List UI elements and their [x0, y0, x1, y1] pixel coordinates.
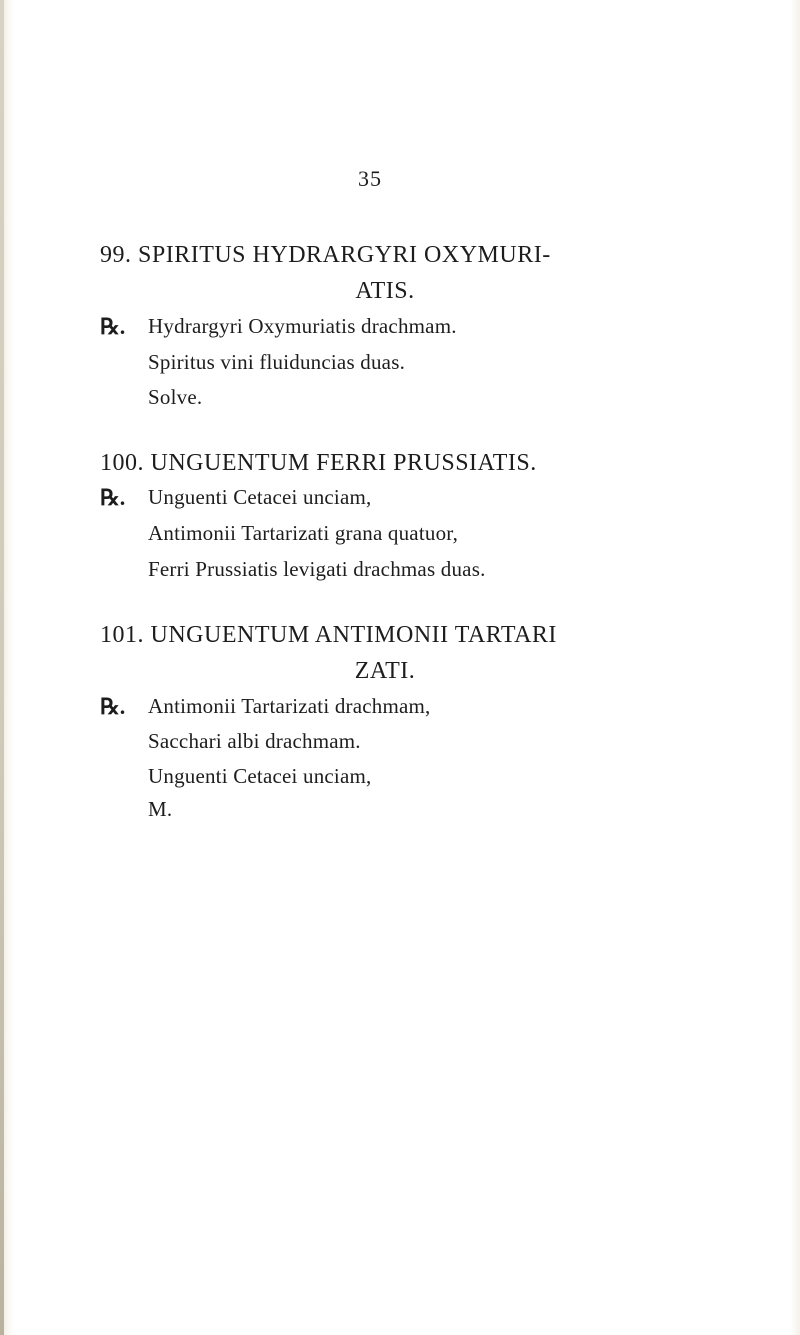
recipe-line: Ferri Prussiatis levigati drachmas duas.	[148, 557, 486, 581]
section-heading-line1: 99. SPIRITUS HYDRARGYRI OXYMURI-	[100, 242, 551, 268]
recipe-line: Spiritus vini fluiduncias duas.	[148, 350, 406, 374]
recipe-line: Solve.	[148, 385, 203, 409]
page-number: 35	[358, 166, 382, 191]
recipe-line: Antimonii Tartarizati grana quatuor,	[148, 521, 459, 545]
recipe-line: Hydrargyri Oxymuriatis drachmam.	[148, 314, 457, 338]
recipe-line: Unguenti Cetacei unciam,	[148, 485, 372, 509]
section-heading-line1: 100. UNGUENTUM FERRI PRUSSIATIS.	[100, 450, 537, 476]
section-heading-line2: ATIS.	[355, 278, 415, 304]
recipe-line: Sacchari albi drachmam.	[148, 729, 361, 753]
section-heading-line1: 101. UNGUENTUM ANTIMONII TARTARI	[100, 622, 557, 648]
recipe-symbol: ℞.	[100, 314, 126, 339]
recipe-line: Unguenti Cetacei unciam,	[148, 764, 372, 788]
recipe-symbol: ℞.	[100, 485, 126, 510]
recipe-line: M.	[148, 797, 173, 821]
section-heading-line2: ZATI.	[354, 658, 416, 684]
recipe-line: Antimonii Tartarizati drachmam,	[148, 694, 431, 718]
recipe-symbol: ℞.	[100, 694, 126, 719]
